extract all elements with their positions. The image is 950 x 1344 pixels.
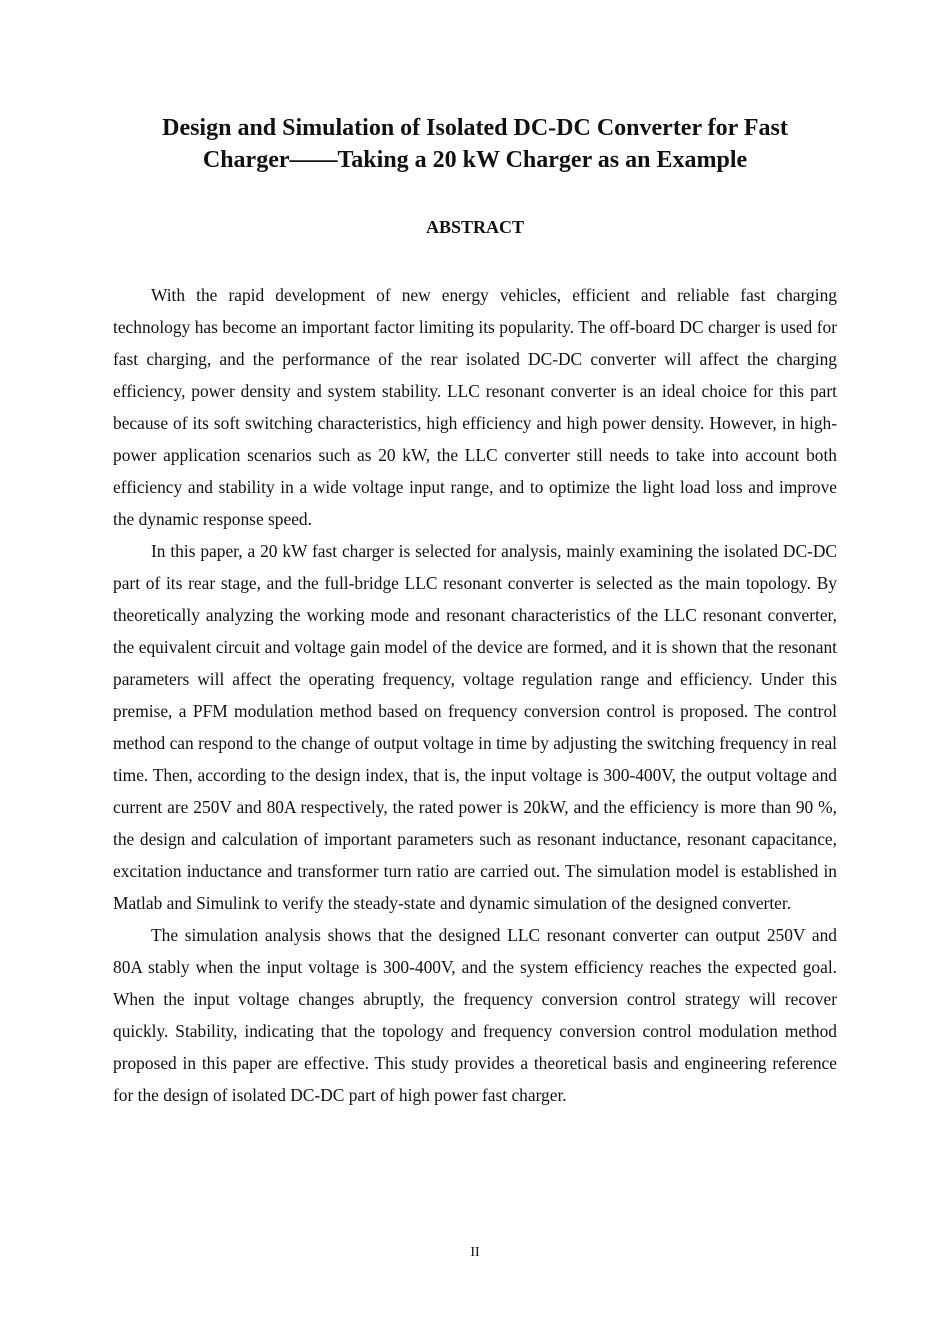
abstract-paragraph-1: With the rapid development of new energy vehicles, efficient and reliable fast charging technology has become an important factor limiting its popularity. The off-board DC charger is used for fast charging, and the performance of the rear isolated DC-DC converter will affect the charging efficiency, power density and system stability. LLC resonant converter is an ideal choice for this part because of its soft switching characteristics, high efficiency and high power density. However, in high-power application scenarios such as 20 kW, the LLC converter still needs to take into account both efficiency and stability in a wide voltage input range, and to optimize the light load loss and improve the dynamic response speed. — [113, 285, 837, 529]
abstract-heading: ABSTRACT — [425, 217, 525, 237]
abstract-paragraph-2: In this paper, a 20 kW fast charger is selected for analysis, mainly examining the isolated DC-DC part of its rear stage, and the full-bridge LLC resonant converter is selected as the main topology. By theoretically analyzing the working mode and resonant characteristics of the LLC resonant converter, the equivalent circuit and voltage gain model of the device are formed, and it is shown that the resonant parameters will affect the operating frequency, voltage regulation range and efficiency. Under this premise, a PFM modulation method based on frequency conversion control is proposed. The control method can respond to the change of output voltage in time by adjusting the switching frequency in real time. Then, according to the design index, that is, the input voltage is 300-400V, the output voltage and current are 250V and 80A respectively, the rated power is 20kW, and the efficiency is more than 90 %, the design and calculation of important parameters such as resonant inductance, resonant capacitance, excitation inductance and transformer turn ratio are carried out. The simulation model is established in Matlab and Simulink to verify the steady-state and dynamic simulation of the designed converter. — [113, 541, 837, 913]
abstract-body — [113, 279, 837, 1111]
title-line-1: Design and Simulation of Isolated DC-DC Converter for Fast — [162, 115, 788, 141]
title-line-2: Charger——Taking a 20 kW Charger as an Example — [202, 147, 748, 173]
page-number: II — [470, 1245, 480, 1260]
document-title — [112, 112, 838, 176]
abstract-paragraph-3: The simulation analysis shows that the designed LLC resonant converter can output 250V and 80A stably when the input voltage is 300-400V, and the system efficiency reaches the expected goal. When the input voltage changes abruptly, the frequency conversion control strategy will recover quickly. Stability, indicating that the topology and frequency conversion control modulation method proposed in this paper are effective. This study provides a theoretical basis and engineering reference for the design of isolated DC-DC part of high power fast charger. — [113, 925, 837, 1105]
